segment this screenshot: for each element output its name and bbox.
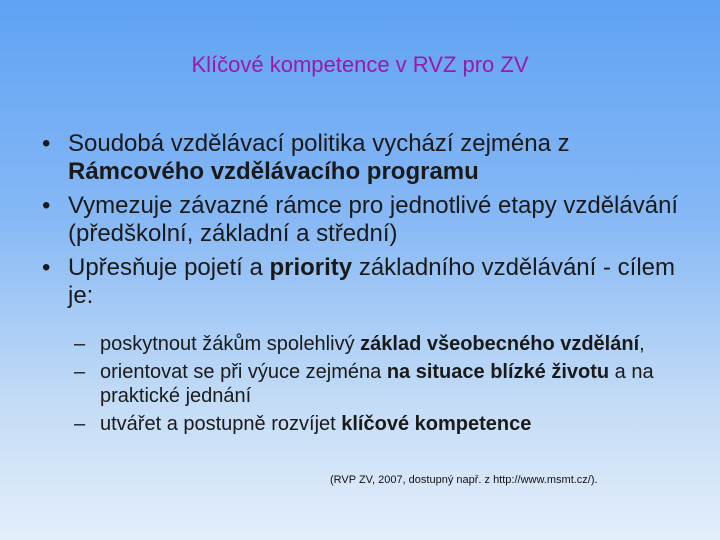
dash-marker: – bbox=[74, 413, 86, 435]
bullet-marker: • bbox=[42, 254, 51, 281]
bullet-marker: • bbox=[42, 192, 51, 219]
sub-bullet-item bbox=[74, 360, 680, 408]
bullet-text: Soudobá vzdělávací politika vychází zejména z bbox=[68, 130, 570, 157]
sub-bullet-item bbox=[74, 332, 680, 356]
bullet-text: Vymezuje závazné rámce pro jednotlivé etapy vzdělávání (předškolní, základní a střední) bbox=[68, 192, 679, 247]
sub-bullet-text: poskytnout žákům spolehlivý bbox=[100, 333, 361, 355]
sub-bullet-bold-text: na situace blízké životu bbox=[386, 361, 610, 383]
sub-bullet-bold-text: základ všeobecného vzdělání bbox=[360, 333, 640, 355]
sub-bullet-bold-text: klíčové kompetence bbox=[341, 413, 532, 435]
sub-bullet-list bbox=[74, 332, 680, 440]
dash-marker: – bbox=[74, 361, 86, 383]
sub-bullet-item bbox=[74, 412, 680, 436]
bullet-item bbox=[42, 254, 682, 310]
bullet-text: Upřesňuje pojetí a bbox=[68, 254, 270, 281]
main-bullet-list bbox=[42, 130, 682, 316]
sub-bullet-text: a na praktické jednání bbox=[100, 361, 654, 407]
bullet-marker: • bbox=[42, 130, 51, 157]
bullet-item bbox=[42, 192, 682, 248]
bullet-item bbox=[42, 130, 682, 186]
bullet-text: základního vzdělávání - cílem je: bbox=[68, 254, 675, 309]
slide-title: Klíčové kompetence v RVZ pro ZV bbox=[191, 52, 529, 77]
bullet-bold-text: Rámcového vzdělávacího programu bbox=[68, 158, 479, 185]
sub-bullet-text: , bbox=[639, 333, 645, 355]
dash-marker: – bbox=[74, 333, 86, 355]
source-citation: (RVP ZV, 2007, dostupný např. z http://www.msmt.cz/). bbox=[330, 474, 598, 486]
bullet-bold-text: priority bbox=[269, 254, 353, 281]
sub-bullet-text: utvářet a postupně rozvíjet bbox=[100, 413, 342, 435]
sub-bullet-text: orientovat se při výuce zejména bbox=[100, 361, 387, 383]
